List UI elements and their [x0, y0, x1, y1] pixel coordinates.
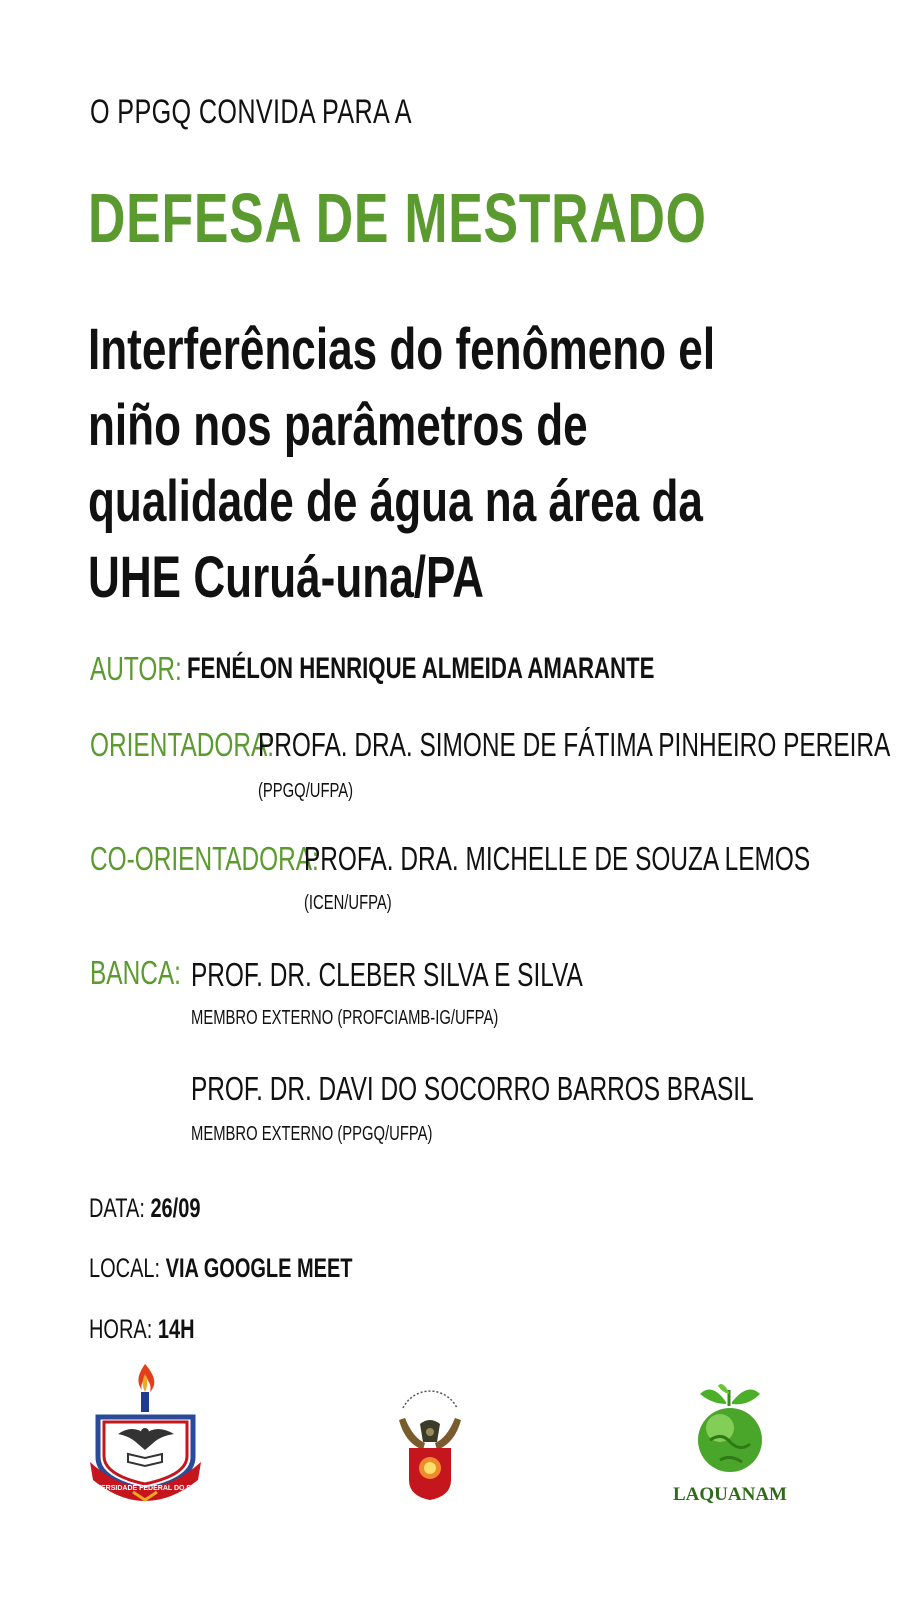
- autor-label: AUTOR:: [90, 650, 182, 687]
- hora-label: HORA:: [89, 1314, 153, 1344]
- orientadora-name: PROFA. DRA. SIMONE DE FÁTIMA PINHEIRO PEREIRA: [258, 726, 891, 763]
- coorientadora-name: PROFA. DRA. MICHELLE DE SOUZA LEMOS: [304, 840, 811, 877]
- data-label: DATA:: [89, 1193, 145, 1223]
- hora-row: [89, 1314, 232, 1345]
- banca-member-2-name: PROF. DR. DAVI DO SOCORRO BARROS BRASIL: [191, 1070, 754, 1107]
- thesis-title-line-4: UHE Curuá-una/PA: [88, 545, 484, 610]
- local-row: [89, 1253, 445, 1284]
- data-row: [89, 1193, 240, 1224]
- local-label: LOCAL:: [89, 1253, 161, 1283]
- thesis-title: [88, 312, 899, 616]
- institute-crest-logo: [385, 1388, 475, 1503]
- coorientadora-affiliation: (ICEN/UFPA): [304, 892, 392, 914]
- coorientadora-label: CO-ORIENTADORA:: [90, 840, 319, 877]
- banca-member-1-role: MEMBRO EXTERNO (PROFCIAMB-IG/UFPA): [191, 1007, 499, 1029]
- autor-name: FENÉLON HENRIQUE ALMEIDA AMARANTE: [187, 652, 655, 685]
- local-value: VIA GOOGLE MEET: [165, 1253, 353, 1283]
- intro-text: O PPGQ CONVIDA PARA A: [90, 93, 412, 131]
- ufpa-crest-logo: [88, 1362, 203, 1502]
- banca-label: BANCA:: [90, 954, 181, 991]
- banca-member-2-role: MEMBRO EXTERNO (PPGQ/UFPA): [191, 1123, 433, 1145]
- laquanam-logo: [660, 1380, 800, 1510]
- banca-member-1-name: PROF. DR. CLEBER SILVA E SILVA: [191, 956, 583, 993]
- event-headline: DEFESA DE MESTRADO: [88, 179, 707, 257]
- ufpa-banner-text: UNIVERSIDADE FEDERAL DO PARÁ: [88, 1485, 203, 1492]
- data-value: 26/09: [150, 1193, 201, 1223]
- thesis-title-line-2: niño nos parâmetros de: [88, 393, 588, 458]
- orientadora-affiliation: (PPGQ/UFPA): [258, 780, 354, 802]
- thesis-title-line-3: qualidade de água na área da: [88, 469, 703, 534]
- hora-value: 14H: [157, 1314, 195, 1344]
- thesis-title-line-1: Interferências do fenômeno el: [88, 317, 716, 382]
- laquanam-text: LAQUANAM: [673, 1484, 787, 1505]
- orientadora-label: ORIENTADORA:: [90, 726, 275, 763]
